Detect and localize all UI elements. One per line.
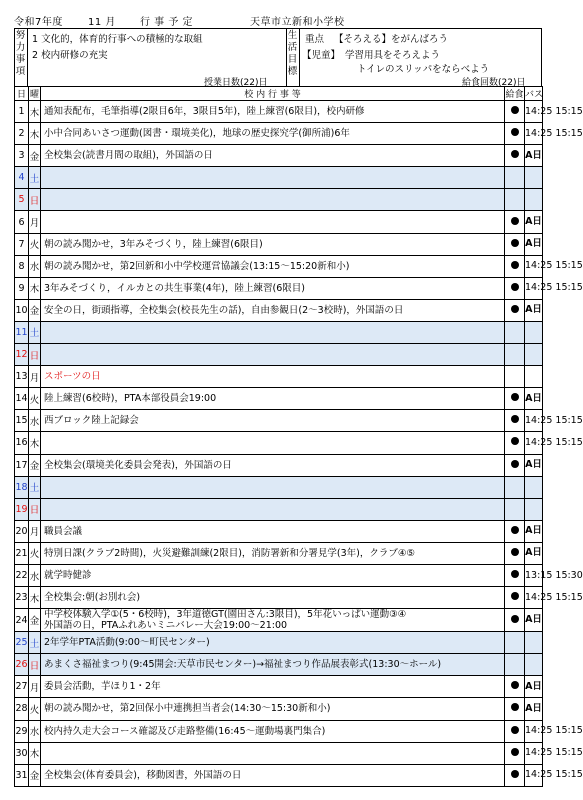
event-cell [41,542,505,564]
weekday-cell: 月 [29,520,41,542]
event-text: 全校集会(体育委員会)，移動図書，外国語の日 [44,769,242,781]
class-days: 授業日数(22)日 [204,78,268,88]
event-cell [41,564,505,586]
meal-cell [505,123,525,145]
meal-cell [505,366,525,388]
table-row [15,277,543,299]
event-cell [41,167,505,189]
meal-dot-icon [511,703,519,711]
point-text: 【そろえる】をがんばろう [334,34,449,45]
weekday-cell: 木 [29,101,41,123]
weekday-cell: 火 [29,542,41,564]
event-text: 朝の読み聞かせ，3年みそづくり，陸上練習(6限目) [44,238,263,250]
table-row [15,189,543,211]
event-text: 3年みそづくり，イルカとの共生事業(4年)，陸上練習(6限目) [44,282,305,294]
meal-cell [505,520,525,542]
weekday-cell: 土 [29,632,41,654]
meal-cell [505,698,525,720]
day-cell: 16 [15,432,29,454]
meal-cell [505,632,525,654]
event-text: 陸上練習(6校時)，PTA本部役員会19:00 [44,393,217,405]
meal-cell [505,277,525,299]
event-cell [41,101,505,123]
day-cell: 31 [15,764,29,786]
school-name: 天草市立新和小学校 [250,17,345,28]
weekday-cell: 金 [29,299,41,321]
table-row [15,520,543,542]
meal-cell [505,299,525,321]
bus-cell [525,167,543,189]
event-cell [41,145,505,167]
day-cell: 29 [15,720,29,742]
day-cell: 26 [15,654,29,676]
event-cell [41,609,505,632]
weekday-cell: 火 [29,388,41,410]
day-cell: 4 [15,167,29,189]
bus-cell: A日 [525,542,543,564]
table-row [15,101,543,123]
weekday-cell: 月 [29,676,41,698]
event-cell [41,520,505,542]
meal-cell [505,542,525,564]
meal-dot-icon [511,460,519,468]
table-row [15,698,543,720]
table-row [15,145,543,167]
schedule-table [14,86,583,787]
table-row [15,654,543,676]
bus-cell: 14:25 15:15 [525,742,543,764]
bus-cell [525,632,543,654]
event-cell [41,277,505,299]
day-cell: 14 [15,388,29,410]
bus-cell: A日 [525,676,543,698]
table-row [15,676,543,698]
event-cell [41,698,505,720]
event-text: 全校集会(環境美化委員会発表)，外国語の日 [44,459,232,471]
event-text: 委員会活動，芋ほり1・2年 [44,681,161,693]
event-text: 全校集会:朝(お別れ会) [44,592,141,604]
weekday-cell: 木 [29,432,41,454]
bus-cell: A日 [525,454,543,476]
meal-cell [505,476,525,498]
day-cell: 20 [15,520,29,542]
bus-cell [525,189,543,211]
event-text: 職員会議 [44,525,83,537]
table-row [15,720,543,742]
meal-cell [505,321,525,343]
weekday-cell: 金 [29,145,41,167]
meal-cell [505,388,525,410]
event-text: 安全の日，街頭指導，全校集会(校長先生の話)，自由参観日(2～3校時)，外国語の日 [44,304,404,316]
table-row [15,742,543,764]
bus-cell: 14:25 15:15 [525,101,543,123]
day-cell: 13 [15,366,29,388]
day-cell: 6 [15,211,29,233]
event-text: 朝の読み聞かせ，第2回新和小中学校運営協議会(13:15～15:20新和小) [44,260,350,272]
meal-cell [505,764,525,786]
bus-cell [525,344,543,366]
event-text: 2年学年PTA活動(9:00～町民センター) [44,637,210,649]
meal-dot-icon [511,415,519,423]
event-cell [41,255,505,277]
day-cell: 25 [15,632,29,654]
col-weekday: 曜 [29,87,41,101]
bus-cell [525,654,543,676]
bus-cell: A日 [525,233,543,255]
event-cell [41,410,505,432]
meal-cell [505,720,525,742]
day-cell: 11 [15,321,29,343]
meal-dot-icon [511,261,519,269]
bus-cell: A日 [525,211,543,233]
table-row [15,233,543,255]
meal-cell [505,609,525,632]
event-cell [41,587,505,609]
meal-cell [505,676,525,698]
bus-cell: A日 [525,609,543,632]
life-goals-label: 生 活 目 標 [287,30,298,77]
table-row [15,388,543,410]
meal-cell [505,410,525,432]
meal-cell [505,211,525,233]
table-header-row [15,87,543,101]
bus-cell: 14:25 15:15 [525,255,543,277]
event-cell [41,654,505,676]
weekday-cell: 木 [29,277,41,299]
meal-cell [505,167,525,189]
bus-cell: A日 [525,299,543,321]
event-cell [41,388,505,410]
bus-cell [525,498,543,520]
bus-cell: 14:25 15:15 [525,277,543,299]
day-cell: 23 [15,587,29,609]
bus-cell: A日 [525,388,543,410]
event-cell [41,299,505,321]
day-cell: 7 [15,233,29,255]
weekday-cell: 木 [29,742,41,764]
meal-dot-icon [511,726,519,734]
child-goal-line-1: 学習用具をそろえよう [345,50,441,61]
event-text: 通知表配布，毛筆指導(2限目6年，3限目5年)，陸上練習(6限目)，校内研修 [44,106,365,118]
weekday-cell: 火 [29,698,41,720]
meal-dot-icon [511,548,519,556]
event-text: 中学校体験入学①(5・6校時)，3年道徳GT(園田さん:3限目)，5年花いっぱい運動③④ [44,609,407,621]
bus-cell [525,366,543,388]
weekday-cell: 金 [29,764,41,786]
day-cell: 18 [15,476,29,498]
table-row [15,410,543,432]
col-day: 日 [15,87,29,101]
table-row [15,366,543,388]
event-text: 朝の読み聞かせ，第2回保小中連携担当者会(14:30～15:30新和小) [44,703,331,715]
weekday-cell: 火 [29,233,41,255]
col-bus: バス [525,87,543,101]
table-row [15,454,543,476]
table-row [15,542,543,564]
event-cell [41,432,505,454]
event-text-line-2: 外国語の日，PTAふれあいミニバレー大会19:00～21:00 [44,620,288,632]
bus-cell: 14:25 15:15 [525,410,543,432]
event-text: 就学時健診 [44,570,92,582]
page-title: 行 事 予 定 [140,17,194,28]
weekday-cell: 木 [29,587,41,609]
day-cell: 2 [15,123,29,145]
table-row [15,609,543,632]
meal-cell [505,432,525,454]
weekday-cell: 土 [29,321,41,343]
event-text: あまくさ福祉まつり(9:45開会:天草市民センター)→福祉まつり作品展表彰式(13:30～ホール) [44,659,442,671]
meal-cell [505,255,525,277]
meal-cell [505,344,525,366]
table-row [15,299,543,321]
event-cell [41,476,505,498]
meal-dot-icon [511,239,519,247]
weekday-cell: 日 [29,344,41,366]
bus-cell: 14:25 15:15 [525,432,543,454]
table-row [15,211,543,233]
meal-cell [505,564,525,586]
day-cell: 15 [15,410,29,432]
day-cell: 12 [15,344,29,366]
weekday-cell: 水 [29,720,41,742]
event-cell [41,498,505,520]
event-text: 特別日課(クラブ2時間)，火災避難訓練(2限目)，消防署新和分署見学(3年)，クラブ④⑤ [44,547,415,559]
meal-dot-icon [511,570,519,578]
bus-cell: A日 [525,520,543,542]
meal-dot-icon [511,770,519,778]
goals-label: 努 力 事 項 [15,30,26,77]
event-cell [41,189,505,211]
col-event: 校 内 行 事 等 [41,87,505,101]
day-cell: 22 [15,564,29,586]
meal-dot-icon [511,393,519,401]
day-cell: 3 [15,145,29,167]
day-cell: 1 [15,101,29,123]
bus-cell: 14:25 15:15 [525,587,543,609]
event-cell [41,454,505,476]
weekday-cell: 水 [29,255,41,277]
day-cell: 27 [15,676,29,698]
meal-dot-icon [511,128,519,136]
meal-dot-icon [511,437,519,445]
bus-cell [525,476,543,498]
weekday-cell: 日 [29,189,41,211]
meal-dot-icon [511,526,519,534]
event-cell [41,676,505,698]
meal-dot-icon [511,681,519,689]
table-row [15,432,543,454]
meal-dot-icon [511,615,519,623]
event-cell [41,764,505,786]
event-cell [41,123,505,145]
bus-cell: 14:25 15:15 [525,720,543,742]
table-row [15,498,543,520]
meal-cell [505,101,525,123]
day-cell: 28 [15,698,29,720]
meal-cell [505,498,525,520]
table-row [15,167,543,189]
event-cell [41,211,505,233]
meal-dot-icon [511,592,519,600]
table-row [15,123,543,145]
bus-cell: 14:25 15:15 [525,764,543,786]
meal-dot-icon [511,283,519,291]
event-cell [41,233,505,255]
day-cell: 5 [15,189,29,211]
meal-dot-icon [511,150,519,158]
day-cell: 17 [15,454,29,476]
meal-cell [505,654,525,676]
day-cell: 9 [15,277,29,299]
bus-cell: 13:15 15:30 [525,564,543,586]
child-goal-line-2: トイレのスリッパをならべよう [357,64,490,75]
weekday-cell: 水 [29,410,41,432]
schedule-rows [15,101,583,787]
event-cell [41,742,505,764]
event-text: 校内持久走大会コース確認及び走路整備(16:45～運動場裏門集合) [44,725,326,737]
weekday-cell: 土 [29,476,41,498]
bus-cell [525,321,543,343]
meal-dot-icon [511,106,519,114]
event-text: 小中合同あいさつ運動(図書・環境美化)，地球の歴史探究学(御所浦)6年 [44,128,350,140]
goal-item-1: 1 文化的，体育的行事への積極的な取組 [32,34,203,45]
table-row [15,255,543,277]
meal-cell [505,233,525,255]
weekday-cell: 日 [29,498,41,520]
table-row [15,587,543,609]
event-text: 全校集会(読書月間の取組)，外国語の日 [44,150,213,162]
table-row [15,764,543,786]
weekday-cell: 金 [29,609,41,632]
goal-item-2: 2 校内研修の充実 [32,50,108,61]
day-cell: 19 [15,498,29,520]
fiscal-year: 令和7年度 [14,17,63,28]
weekday-cell: 月 [29,366,41,388]
meal-cell [505,587,525,609]
month: 11 月 [88,17,116,28]
table-row [15,564,543,586]
day-cell: 21 [15,542,29,564]
day-cell: 8 [15,255,29,277]
meal-cell [505,189,525,211]
weekday-cell: 金 [29,454,41,476]
meal-cell [505,742,525,764]
table-row [15,476,543,498]
meal-days: 給食回数(22)日 [462,78,526,88]
bus-cell: A日 [525,145,543,167]
weekday-cell: 土 [29,167,41,189]
meal-dot-icon [511,305,519,313]
day-cell: 30 [15,742,29,764]
weekday-cell: 木 [29,123,41,145]
event-cell [41,366,505,388]
meal-dot-icon [511,748,519,756]
day-cell: 24 [15,609,29,632]
event-cell [41,321,505,343]
bus-cell: A日 [525,698,543,720]
table-row [15,632,543,654]
table-row [15,344,543,366]
weekday-cell: 月 [29,211,41,233]
col-meal: 給食 [505,87,525,101]
weekday-cell: 日 [29,654,41,676]
meal-cell [505,454,525,476]
table-row [15,321,543,343]
day-cell: 10 [15,299,29,321]
event-text: スポーツの日 [44,371,101,383]
meal-dot-icon [511,217,519,225]
event-text: 西ブロック陸上記録会 [44,415,139,427]
weekday-cell: 水 [29,564,41,586]
bus-cell: 14:25 15:15 [525,123,543,145]
meal-cell [505,145,525,167]
point-label: 重点 [305,34,325,45]
child-label: 【児童】 [302,50,341,61]
event-cell [41,344,505,366]
event-cell [41,720,505,742]
event-cell [41,632,505,654]
